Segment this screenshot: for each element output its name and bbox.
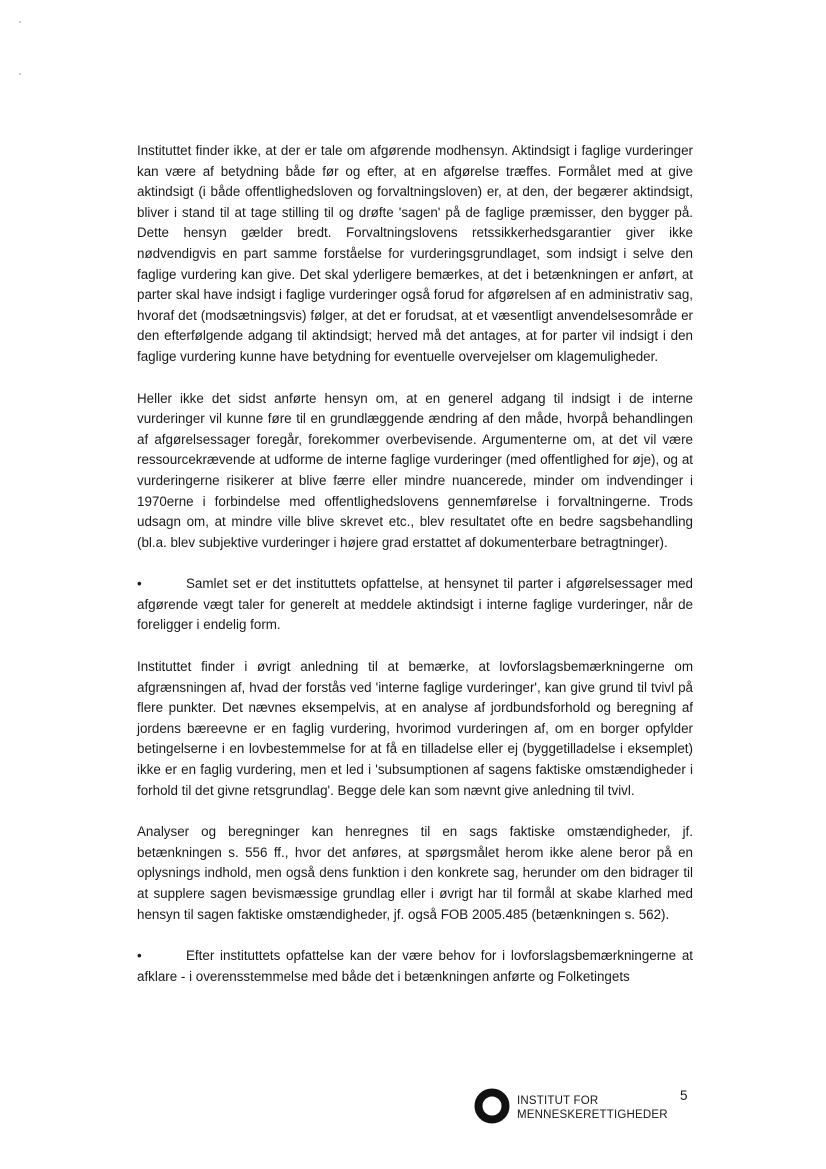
paragraph: Instituttet finder i øvrigt anledning til at bemærke, at lovforslagsbemærkningerne om afgrænsningen af, hvad der forstås ved 'interne faglige vurderinger', kan give grund til tvivl på flere punkter. Det nævnes eksempelvis, at en analyse af jordbundsforhold og beregning af jordens bæreevne er en faglig vurdering, hvorimod vurderingen af, om en borger opfylder betingelserne i en lovbestemmelse for at få en tilladelse eller ej (byggetilladelse i eksemplet) ikke er en faglig vurdering, men et led i 'subsumptionen af sagens faktiske omstændigheder i forhold til det givne retsgrundlag'. Begge dele kan som nævnt give anledning til tvivl.	[137, 659, 693, 798]
paragraph: Analyser og beregninger kan henregnes til en sags faktiske omstændigheder, jf. betænkningen s. 556 ff., hvor det anføres, at spørgsmålet herom ikke alene beror på en oplysnings indhold, men også dens funktion i den konkrete sag, herunder om den bidrager til at supplere sagen bevismæssige grundlag eller i øvrigt har til formål at skabe klarhed med hensyn til sagen faktiske omstændigheder, jf. også FOB 2005.485 (betænkningen s. 562).	[137, 824, 693, 922]
bullet-icon: •	[137, 576, 142, 592]
page-number: 5	[680, 1088, 688, 1103]
footer-org-line1: INSTITUT FOR	[517, 1095, 599, 1107]
paragraph: Heller ikke det sidst anførte hensyn om, at en generel adgang til indsigt i de interne vurderinger vil kunne føre til en grundlæggende ændring af den måde, hvorpå behandlingen af afgørelsessager foregår, forekommer overbevisende. Argumenterne om, at det vil være ressourcekrævende at udforme de interne faglige vurderinger (med offentlighed for øje), og at vurderingerne risikerer at blive færre eller mindre nuancerede, minder om indvendinger i 1970erne i forbindelse med offentlighedslovens gennemførelse i forvaltningerne. Trods udsagn om, at mindre ville blive skrevet etc., blev resultatet ofte en bedre sagsbehandling (bl.a. blev subjektive vurderinger i højere grad erstattet af dokumenterbare betragtninger).	[137, 390, 693, 550]
institute-logo-icon	[474, 1088, 510, 1124]
footer-org-line2: MENNESKERETTIGHEDER	[517, 1109, 668, 1121]
bullet-paragraph	[137, 946, 693, 987]
paragraph: Instituttet finder ikke, at der er tale om afgørende modhensyn. Aktindsigt i faglige vurderinger kan være af betydning både før og efter, at en afgørelse træffes. Formålet med at give aktindsigt (i både offentlighedsloven og forvaltningsloven) er, at den, der begærer aktindsigt, bliver i stand til at tage stilling til og drøfte 'sagen' på de faglige præmisser, den bygger på. Dette hensyn gælder bredt. Forvaltningslovens retssikkerhedsgarantier giver ikke nødvendigvis en part samme forståelse for vurderingsgrundlaget, som indsigt i selve den faglige vurdering kan give. Det skal yderligere bemærkes, at det i betænkningen er anført, at parter skal have indsigt i faglige vurderinger også forud for afgørelsen af en administrativ sag, hvoraf det (modsætningsvis) følger, at det er forudsat, at et væsentligt anvendelsesområde er den efterfølgende adgang til aktindsigt; herved må det antages, at for parter vil indsigt i den faglige vurdering kunne have betydning for eventuelle overvejelser om klagemuligheder.	[137, 143, 693, 364]
footer-organization	[517, 1094, 668, 1122]
scan-speck	[19, 21, 21, 23]
bullet-text: Samlet set er det instituttets opfattelse, at hensynet til parter i afgørelsessager med afgørende vægt taler for generelt at meddele aktindsigt i interne faglige vurderinger, når de foreligger i endelig form.	[137, 576, 693, 633]
bullet-text: Efter instituttets opfattelse kan der være behov for i lovforslagsbemærkningerne at afklare - i overensstemmelse med både det i betænkningen anførte og Folketingets	[137, 948, 693, 984]
bullet-paragraph	[137, 574, 693, 636]
scan-speck	[19, 73, 21, 75]
body-text	[137, 141, 693, 1008]
bullet-icon: •	[137, 948, 142, 964]
